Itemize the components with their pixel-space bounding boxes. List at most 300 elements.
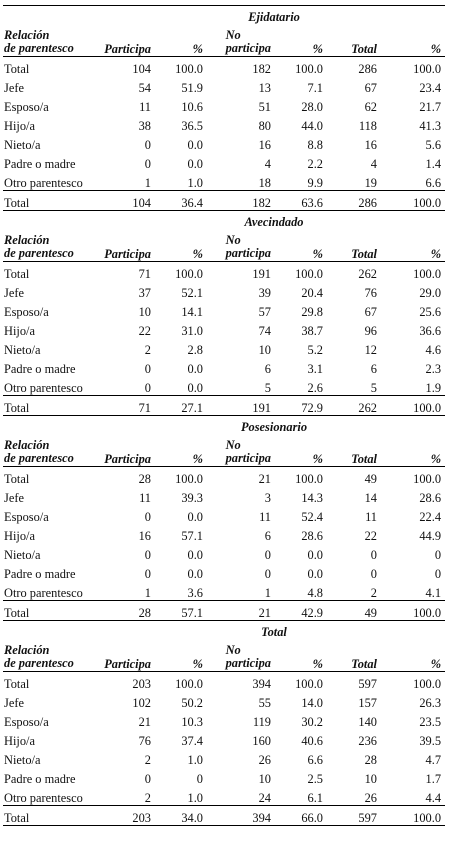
row-value: 41.3 [419,118,442,133]
row-value: 0.0 [187,156,203,171]
row-value: 5.2 [307,342,323,357]
header-participa-2: participa [225,41,271,56]
row-value: 16 [258,137,271,152]
section-title-row [3,211,445,230]
row-value: 0.0 [307,547,323,562]
row-value: 52.4 [301,509,323,524]
section-total-row [3,806,445,826]
row-value: 21 [138,714,151,729]
table-row [3,505,445,524]
row-value: 10 [364,771,377,786]
section-title-row [3,416,445,435]
header-participa: Participa [104,41,151,56]
row-value: 0.0 [187,380,203,395]
header-total: Total [351,656,377,671]
row-value: 7.1 [307,80,323,95]
table-row [3,152,445,171]
row-label: Total [3,672,103,692]
row-value: 8.8 [307,137,323,152]
header-percent: % [312,246,323,261]
row-value: 100.0 [386,396,445,416]
row-value: 28.6 [419,490,442,505]
row-value: 39.5 [419,733,442,748]
row-value: 30.2 [301,714,323,729]
table-row [3,767,445,786]
row-value: 2.3 [425,361,442,376]
row-value: 100.0 [281,672,331,692]
row-value: 262 [331,262,386,282]
header-participa: Participa [104,656,151,671]
header-no-participa [211,434,281,467]
row-label: Padre o madre [4,566,76,581]
header-relacion: Relación [4,232,50,247]
row-value: 39.3 [181,490,203,505]
table-row [3,786,445,806]
row-label: Otro parentesco [4,175,83,190]
row-value: 0 [144,137,151,152]
section-total-row [3,601,445,621]
table-row [3,581,445,601]
row-value: 44.0 [301,118,323,133]
row-value: 36.5 [181,118,203,133]
row-value: 104 [103,57,163,77]
row-value: 2.8 [187,342,203,357]
header-participa: Participa [104,451,151,466]
header-total: Total [351,41,377,56]
row-value: 67 [364,304,377,319]
row-label: Padre o madre [4,771,76,786]
row-value: 1.4 [425,156,442,171]
section-title: Posesionario [3,416,445,435]
row-value: 49 [331,467,386,487]
row-value: 100.0 [386,57,445,77]
table-row [3,691,445,710]
row-value: 1.9 [425,380,442,395]
row-value: 40.6 [301,733,323,748]
row-value: 118 [358,118,377,133]
header-no-participa [211,229,281,262]
header-percent: % [312,41,323,56]
header-percent: % [192,41,203,56]
row-value: 51.9 [181,80,203,95]
table-row [3,748,445,767]
row-value: 1.0 [187,752,203,767]
table-row [3,524,445,543]
header-percent: % [430,246,442,261]
table-row [3,319,445,338]
row-value: 104 [103,191,163,211]
row-value: 10.3 [181,714,203,729]
row-value: 1.0 [187,175,203,190]
row-value: 4.1 [425,585,442,600]
table-row [3,114,445,133]
row-value: 394 [211,806,281,826]
row-value: 22 [364,528,377,543]
row-label: Jefe [4,80,24,95]
row-value: 0 [144,156,151,171]
row-label: Nieto/a [4,752,41,767]
table-row [3,281,445,300]
row-value: 28 [103,601,163,621]
header-percent: % [312,451,323,466]
row-value: 100.0 [163,672,211,692]
header-relacion: Relación [4,642,50,657]
row-value: 6 [264,528,271,543]
row-value: 57.1 [181,528,203,543]
row-value: 0 [144,361,151,376]
row-value: 80 [258,118,271,133]
row-value: 3 [264,490,271,505]
row-value: 100.0 [386,672,445,692]
table-body [3,6,445,826]
section-title-row [3,621,445,640]
row-value: 140 [358,714,377,729]
row-value: 31.0 [181,323,203,338]
row-value: 191 [211,262,281,282]
row-value: 16 [364,137,377,152]
row-value: 14.1 [181,304,203,319]
section-title: Avecindado [3,211,445,230]
column-header-row [3,434,445,467]
row-value: 57.1 [163,601,211,621]
row-label: Jefe [4,490,24,505]
row-value: 2.5 [307,771,323,786]
row-value: 57 [258,304,271,319]
row-label: Hijo/a [4,323,35,338]
row-label: Jefe [4,695,24,710]
table-row [3,95,445,114]
row-value: 100.0 [386,601,445,621]
row-value: 50.2 [181,695,203,710]
section-title: Ejidatario [3,6,445,25]
row-value: 0.0 [307,566,323,581]
header-participa-2: participa [225,246,271,261]
header-total: Total [351,246,377,261]
row-value: 100.0 [386,191,445,211]
row-value: 52.1 [181,285,203,300]
row-value: 2 [144,790,151,805]
row-value: 10 [258,771,271,786]
table-row [3,710,445,729]
row-value: 14.3 [301,490,323,505]
column-header-row [3,639,445,672]
row-value: 66.0 [281,806,331,826]
row-label: Esposo/a [4,509,49,524]
row-value: 286 [331,191,386,211]
row-value: 1 [144,585,151,600]
table-row [3,262,445,282]
row-value: 5.6 [425,137,442,152]
header-participa-2: participa [225,451,271,466]
header-relacion-parentesco [3,229,103,262]
column-header-row [3,229,445,262]
row-label: Total [3,57,103,77]
row-value: 14 [364,490,377,505]
row-value: 100.0 [163,57,211,77]
row-value: 0 [144,771,151,786]
row-value: 21 [211,467,281,487]
row-value: 16 [138,528,151,543]
row-value: 100.0 [281,262,331,282]
header-de-parentesco: de parentesco [4,41,74,56]
table-row [3,486,445,505]
row-value: 0.0 [187,361,203,376]
row-value: 27.1 [163,396,211,416]
row-value: 55 [258,695,271,710]
row-label: Total [3,806,103,826]
header-relacion-parentesco [3,24,103,57]
row-label: Esposo/a [4,304,49,319]
header-no-participa [211,639,281,672]
row-value: 20.4 [301,285,323,300]
row-value: 191 [211,396,281,416]
row-value: 49 [331,601,386,621]
row-value: 38 [138,118,151,133]
row-value: 39 [258,285,271,300]
header-total: Total [351,451,377,466]
row-value: 100.0 [281,467,331,487]
row-value: 71 [103,262,163,282]
column-header-row [3,24,445,57]
table-row [3,338,445,357]
row-value: 0.0 [187,137,203,152]
row-value: 182 [211,191,281,211]
header-relacion: Relación [4,437,50,452]
row-value: 2.2 [307,156,323,171]
table-row [3,57,445,77]
row-value: 28.6 [301,528,323,543]
row-value: 74 [258,323,271,338]
row-label: Hijo/a [4,733,35,748]
row-value: 4 [370,156,377,171]
row-value: 0 [144,509,151,524]
row-value: 22 [138,323,151,338]
row-value: 21 [211,601,281,621]
header-no: No [225,437,241,452]
row-value: 29.8 [301,304,323,319]
table-row [3,357,445,376]
row-value: 6.6 [307,752,323,767]
row-value: 2 [144,752,151,767]
row-value: 54 [138,80,151,95]
row-value: 4 [264,156,271,171]
row-value: 62 [364,99,377,114]
table-row [3,467,445,487]
header-percent: % [312,656,323,671]
row-value: 4.8 [307,585,323,600]
row-value: 11 [259,509,271,524]
header-no-participa [211,24,281,57]
row-value: 11 [139,99,151,114]
row-value: 63.6 [281,191,331,211]
row-value: 262 [331,396,386,416]
row-value: 42.9 [281,601,331,621]
row-value: 23.4 [419,80,442,95]
row-label: Padre o madre [4,361,76,376]
row-value: 24 [258,790,271,805]
row-value: 76 [138,733,151,748]
row-value: 119 [252,714,271,729]
header-de-parentesco: de parentesco [4,246,74,261]
row-label: Otro parentesco [4,380,83,395]
row-value: 0 [196,771,203,786]
row-value: 236 [358,733,377,748]
header-participa-2: participa [225,656,271,671]
row-value: 100.0 [386,467,445,487]
row-value: 100.0 [163,262,211,282]
row-value: 3.6 [187,585,203,600]
row-value: 34.0 [163,806,211,826]
section-title-row [3,6,445,25]
row-value: 0 [434,566,442,581]
row-value: 76 [364,285,377,300]
header-relacion-parentesco [3,434,103,467]
table-row [3,300,445,319]
table-row [3,376,445,396]
row-value: 100.0 [386,262,445,282]
row-value: 25.6 [419,304,442,319]
row-value: 0 [434,547,442,562]
row-value: 0.0 [187,547,203,562]
row-value: 0 [264,566,271,581]
row-value: 38.7 [301,323,323,338]
row-label: Nieto/a [4,342,41,357]
row-value: 10 [258,342,271,357]
row-value: 0.0 [187,509,203,524]
header-relacion-parentesco [3,639,103,672]
row-value: 12 [364,342,377,357]
row-label: Jefe [4,285,24,300]
header-percent: % [192,656,203,671]
row-label: Esposo/a [4,714,49,729]
row-value: 4.7 [425,752,442,767]
row-value: 0 [144,380,151,395]
row-label: Padre o madre [4,156,76,171]
row-label: Nieto/a [4,547,41,562]
row-value: 9.9 [307,175,323,190]
table-row [3,672,445,692]
row-value: 19 [364,175,377,190]
row-value: 26 [258,752,271,767]
row-value: 182 [211,57,281,77]
row-value: 0 [264,547,271,562]
row-value: 0 [370,566,377,581]
row-value: 203 [103,672,163,692]
table-row [3,171,445,191]
row-value: 37 [138,285,151,300]
row-value: 3.1 [307,361,323,376]
table-row [3,133,445,152]
row-value: 21.7 [419,99,442,114]
row-value: 96 [364,323,377,338]
row-value: 23.5 [419,714,442,729]
row-value: 26 [364,790,377,805]
header-participa: Participa [104,246,151,261]
row-value: 100.0 [281,57,331,77]
header-percent: % [192,451,203,466]
row-value: 1.0 [187,790,203,805]
header-no: No [225,232,241,247]
row-value: 10 [138,304,151,319]
row-value: 0 [144,547,151,562]
table-row [3,562,445,581]
row-label: Total [3,191,103,211]
row-value: 26.3 [419,695,442,710]
row-value: 0 [370,547,377,562]
row-value: 4.6 [425,342,442,357]
row-label: Otro parentesco [4,790,83,805]
header-percent: % [430,41,442,56]
kinship-participation-table [3,5,445,826]
header-percent: % [192,246,203,261]
row-value: 67 [364,80,377,95]
row-value: 2 [144,342,151,357]
row-value: 5 [264,380,271,395]
row-value: 1 [264,585,271,600]
row-value: 71 [103,396,163,416]
table-row [3,76,445,95]
row-label: Nieto/a [4,137,41,152]
row-value: 0.0 [187,566,203,581]
row-value: 11 [365,509,377,524]
header-percent: % [430,451,442,466]
row-value: 1 [144,175,151,190]
section-total-row [3,191,445,211]
table-row [3,543,445,562]
row-value: 29.0 [419,285,442,300]
header-percent: % [430,656,442,671]
row-value: 51 [258,99,271,114]
row-value: 1.7 [425,771,442,786]
row-label: Total [3,396,103,416]
row-value: 100.0 [386,806,445,826]
row-label: Total [3,601,103,621]
row-value: 157 [358,695,377,710]
header-no: No [225,27,241,42]
row-value: 597 [331,672,386,692]
row-label: Total [3,262,103,282]
header-de-parentesco: de parentesco [4,451,74,466]
row-value: 36.4 [163,191,211,211]
row-value: 2.6 [307,380,323,395]
header-relacion: Relación [4,27,50,42]
header-de-parentesco: de parentesco [4,656,74,671]
header-no: No [225,642,241,657]
row-value: 102 [132,695,151,710]
row-value: 28 [103,467,163,487]
row-value: 44.9 [419,528,442,543]
row-value: 13 [258,80,271,95]
row-value: 5 [370,380,377,395]
row-label: Hijo/a [4,118,35,133]
row-value: 10.6 [181,99,203,114]
table-row [3,729,445,748]
row-label: Otro parentesco [4,585,83,600]
row-value: 28.0 [301,99,323,114]
row-value: 18 [258,175,271,190]
section-total-row [3,396,445,416]
row-value: 22.4 [419,509,442,524]
row-value: 6.6 [425,175,442,190]
row-value: 286 [331,57,386,77]
row-value: 203 [103,806,163,826]
row-value: 11 [139,490,151,505]
row-value: 2 [370,585,377,600]
row-value: 14.0 [301,695,323,710]
row-value: 6 [370,361,377,376]
row-value: 394 [211,672,281,692]
row-value: 37.4 [181,733,203,748]
